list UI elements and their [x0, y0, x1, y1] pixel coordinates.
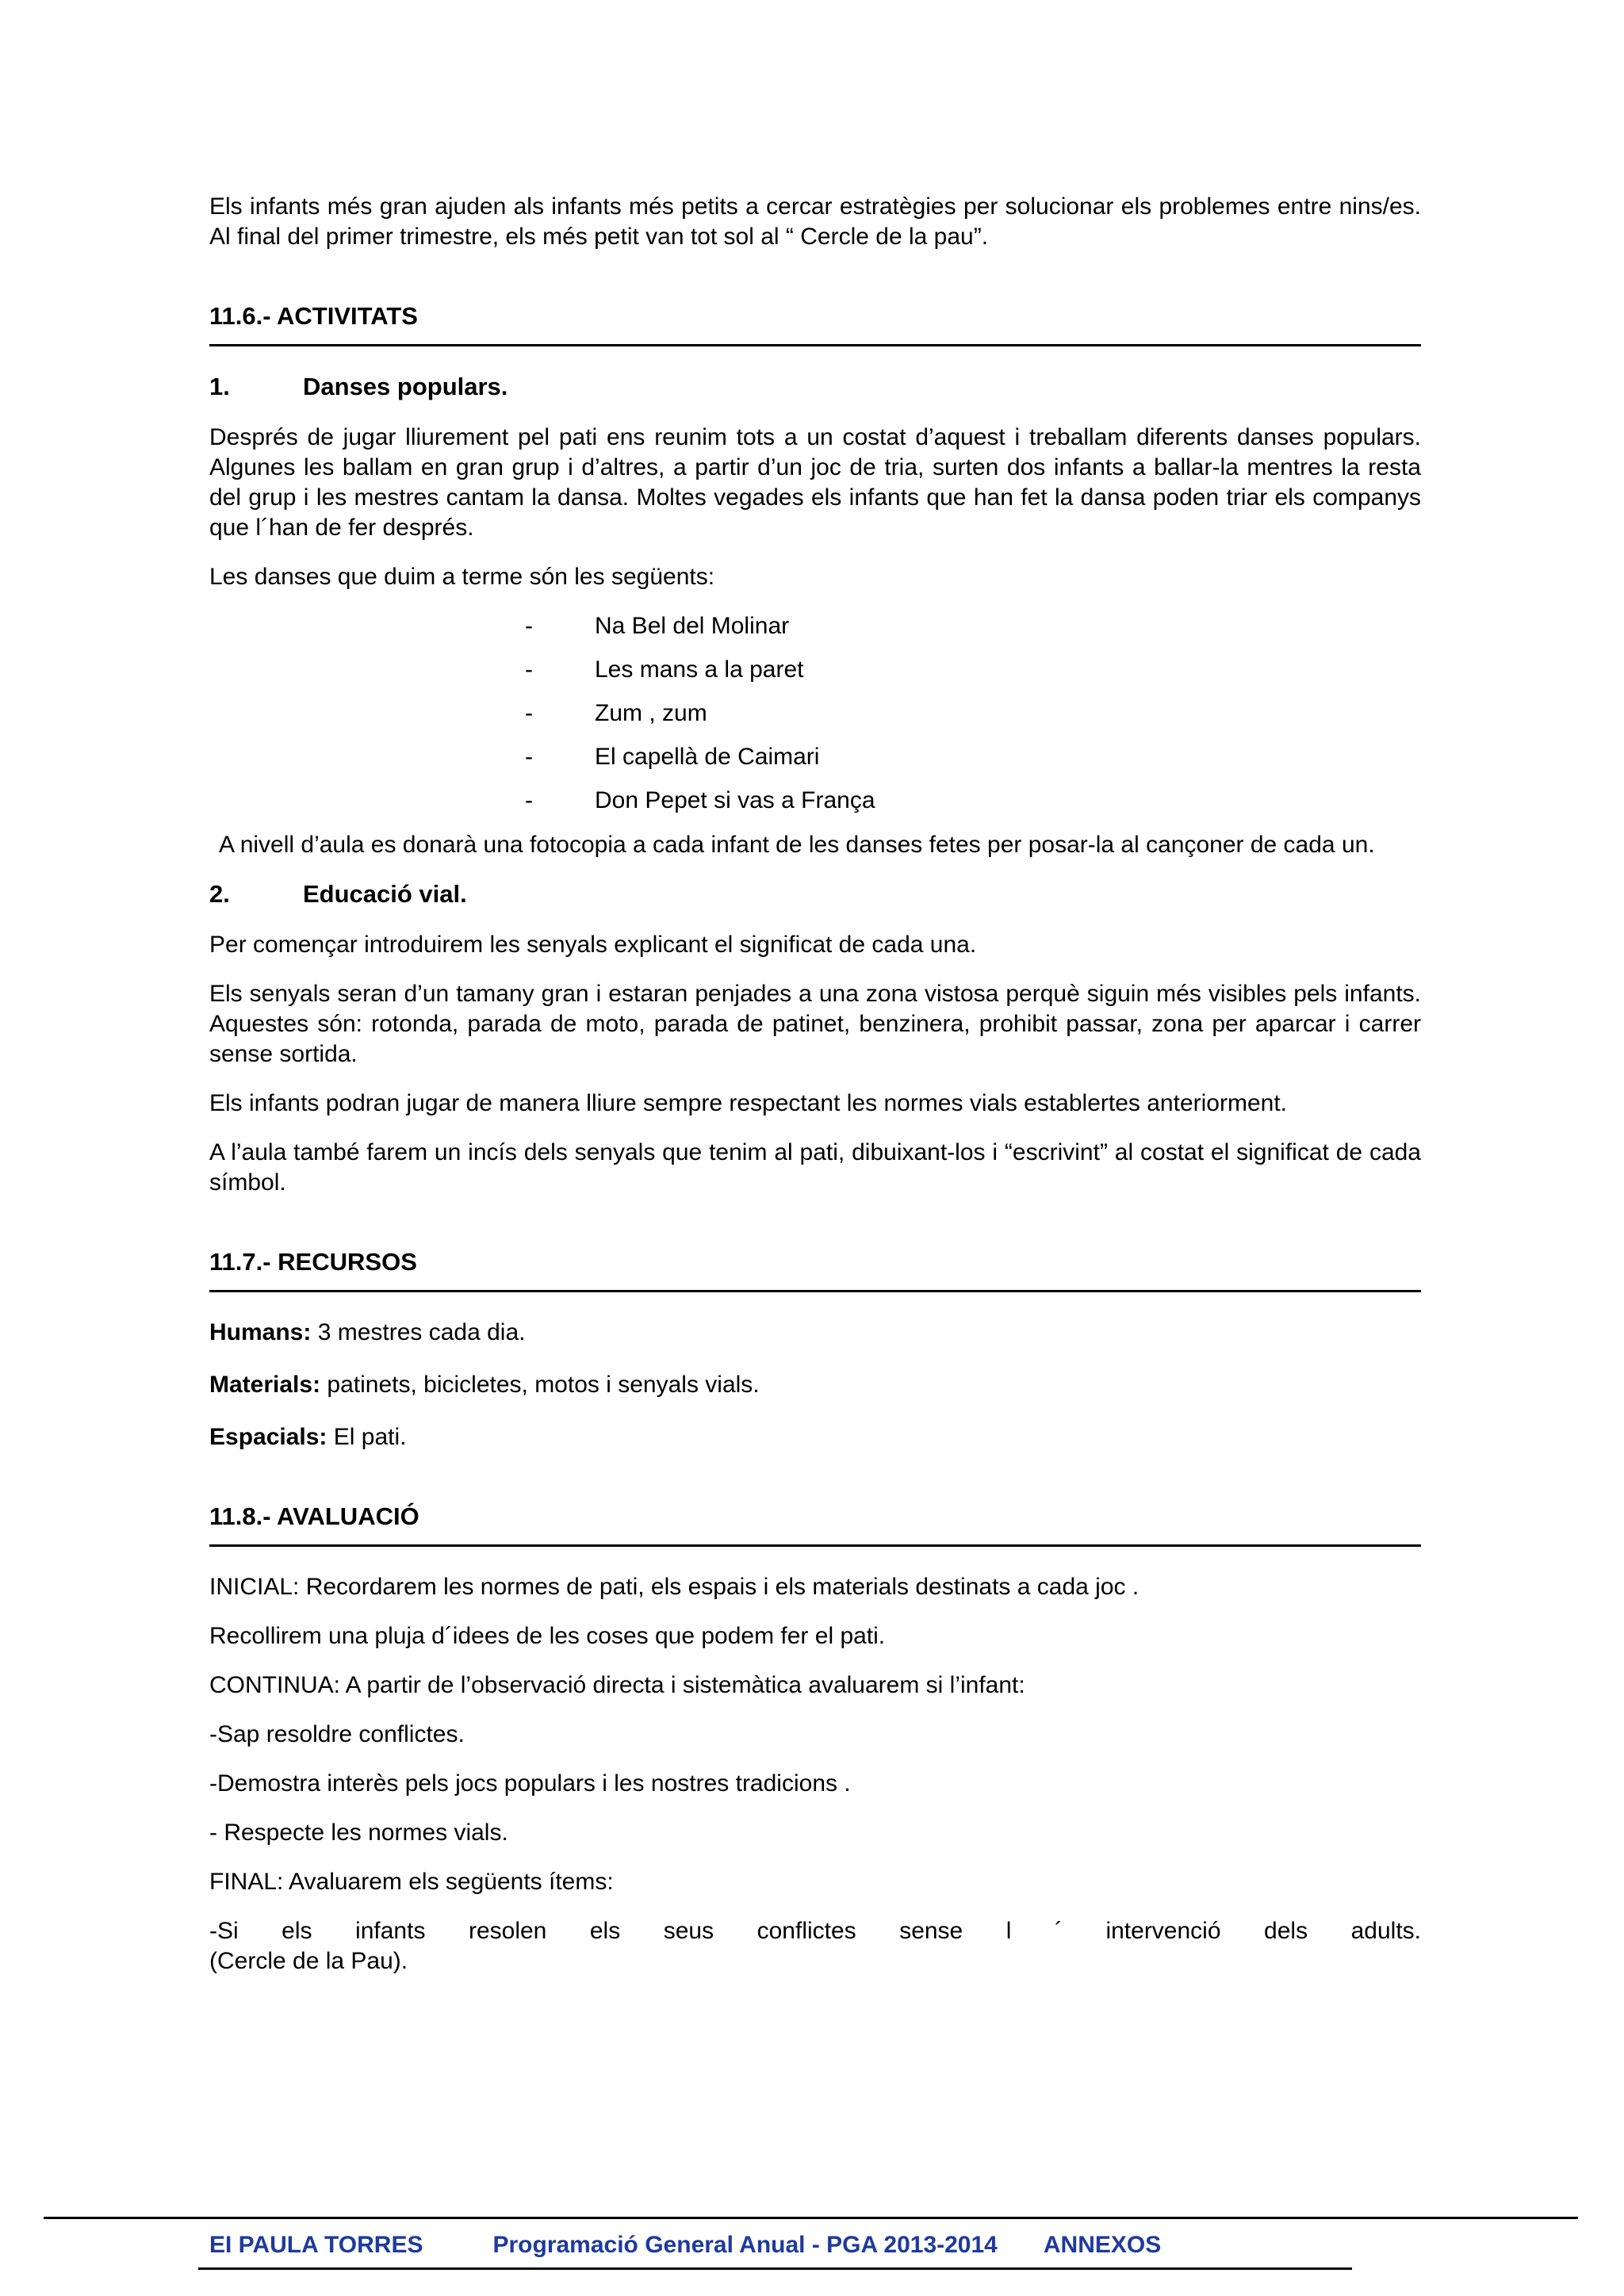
activity-1-label: Danses populars. [303, 373, 508, 400]
section-heading-recursos: 11.7.- RECURSOS [209, 1247, 1421, 1292]
dance-list [525, 611, 1421, 816]
eval-continua-text: A partir de l’observació directa i sistemàtica avaluarem si l’infant: [340, 1672, 1025, 1698]
resource-label: Espacials: [209, 1424, 327, 1450]
resource-label: Materials: [209, 1372, 321, 1398]
footer-divider [44, 2217, 1578, 2219]
activity-1-number: 1. [209, 373, 230, 400]
list-item [525, 742, 1421, 772]
eval-inicial-text: Recordarem les normes de pati, els espais i els materials destinats a cada joc . [299, 1574, 1139, 1600]
list-item [525, 786, 1421, 816]
intro-paragraph: Els infants més gran ajuden als infants més petits a cercar estratègies per solucionar els problemes entre nins/es. Al final del primer trimestre, els més petit van tot sol al “ Cercle de la pau”. [209, 193, 1421, 250]
list-item [525, 655, 1421, 685]
danses-paragraph-1: Després de jugar lliurement pel pati ens reunim tots a un costat d’aquest i treballam diferents danses populars. Algunes les ballam en gran grup i d’altres, a partir d’un joc de tria, surten dos infants a ballar-la mentres la resta del grup i les mestres cantam la dansa. Moltes vegades els infants que han fet la dansa poden triar els companys que l´han de fer després. [209, 424, 1421, 541]
resource-row-materials [209, 1370, 1421, 1400]
footer-school-name: EI PAULA TORRES [209, 2232, 423, 2258]
dash-marker: - [525, 744, 533, 770]
eval-paragraph: Recollirem una pluja d´idees de les coses que podem fer el pati. [209, 1623, 886, 1649]
eval-continua-label: CONTINUA: [209, 1672, 340, 1698]
resource-row-espacials [209, 1422, 1421, 1452]
list-item [525, 611, 1421, 641]
resource-value: patinets, bicicletes, motos i senyals vials. [320, 1372, 760, 1398]
vial-paragraph-1: Per començar introduirem les senyals explicant el significat de cada una. [209, 932, 977, 958]
eval-inicial-line [209, 1572, 1421, 1602]
section-heading-avaluacio: 11.8.- AVALUACIÓ [209, 1502, 1421, 1547]
vial-paragraph-3: Els infants podran jugar de manera lliure sempre respectant les normes vials establertes anteriorment. [209, 1090, 1287, 1116]
eval-final-line [209, 1867, 1421, 1897]
eval-final-paragraph-line1: -Si els infants resolen els seus conflictes sense l ´ intervenció dels adults. [209, 1918, 1421, 1944]
activity-2-title [209, 879, 1421, 909]
dash-marker: - [525, 700, 533, 726]
dash-marker: - [525, 656, 533, 683]
eval-final-paragraph-line2: (Cercle de la Pau). [209, 1948, 408, 1974]
content-area [209, 192, 1421, 1976]
resource-value: El pati. [327, 1424, 407, 1450]
activity-1-title [209, 372, 1421, 402]
eval-item: - Respecte les normes vials. [209, 1820, 508, 1846]
footer-document-title: Programació General Anual - PGA 2013-2014 [492, 2232, 998, 2258]
vial-paragraph-4: A l’aula també farem un incís dels senyals que tenim al pati, dibuixant-los i “escrivint” al costat el significat de cada símbol. [209, 1139, 1421, 1196]
list-item [525, 698, 1421, 729]
dash-marker: - [525, 613, 533, 639]
eval-final-label: FINAL: [209, 1869, 284, 1895]
eval-inicial-label: INICIAL: [209, 1574, 300, 1600]
eval-continua-line [209, 1670, 1421, 1701]
activity-2-label: Educació vial. [303, 880, 467, 908]
resource-value: 3 mestres cada dia. [311, 1319, 526, 1345]
activity-2-number: 2. [209, 880, 230, 908]
dance-name: Don Pepet si vas a França [595, 787, 875, 813]
dance-name: Les mans a la paret [595, 656, 804, 683]
danses-paragraph-2: Les danses que duim a terme són les següents: [209, 564, 715, 590]
eval-item: -Demostra interès pels jocs populars i les nostres tradicions . [209, 1770, 851, 1797]
page-footer [198, 2229, 1352, 2270]
dance-name: El capellà de Caimari [595, 744, 820, 770]
footer-annexos-label: ANNEXOS [1043, 2232, 1162, 2258]
eval-item: -Sap resoldre conflictes. [209, 1721, 465, 1747]
resource-label: Humans: [209, 1319, 312, 1345]
eval-final-text: Avaluarem els següents ítems: [283, 1869, 614, 1895]
dash-marker: - [525, 787, 533, 813]
section-heading-activitats: 11.6.- ACTIVITATS [209, 301, 1421, 346]
resource-row-humans [209, 1318, 1421, 1348]
danses-paragraph-3: A nivell d’aula es donarà una fotocopia a cada infant de les danses fetes per posar-la al cançoner de cada un. [219, 832, 1375, 858]
dance-name: Zum , zum [595, 700, 707, 726]
vial-paragraph-2: Els senyals seran d’un tamany gran i estaran penjades a una zona vistosa perquè siguin més visibles pels infants. Aquestes són: rotonda, parada de moto, parada de patinet, benzinera, prohibit passar, zona per aparcar i carrer sense sortida. [209, 981, 1421, 1067]
dance-name: Na Bel del Molinar [595, 613, 790, 639]
